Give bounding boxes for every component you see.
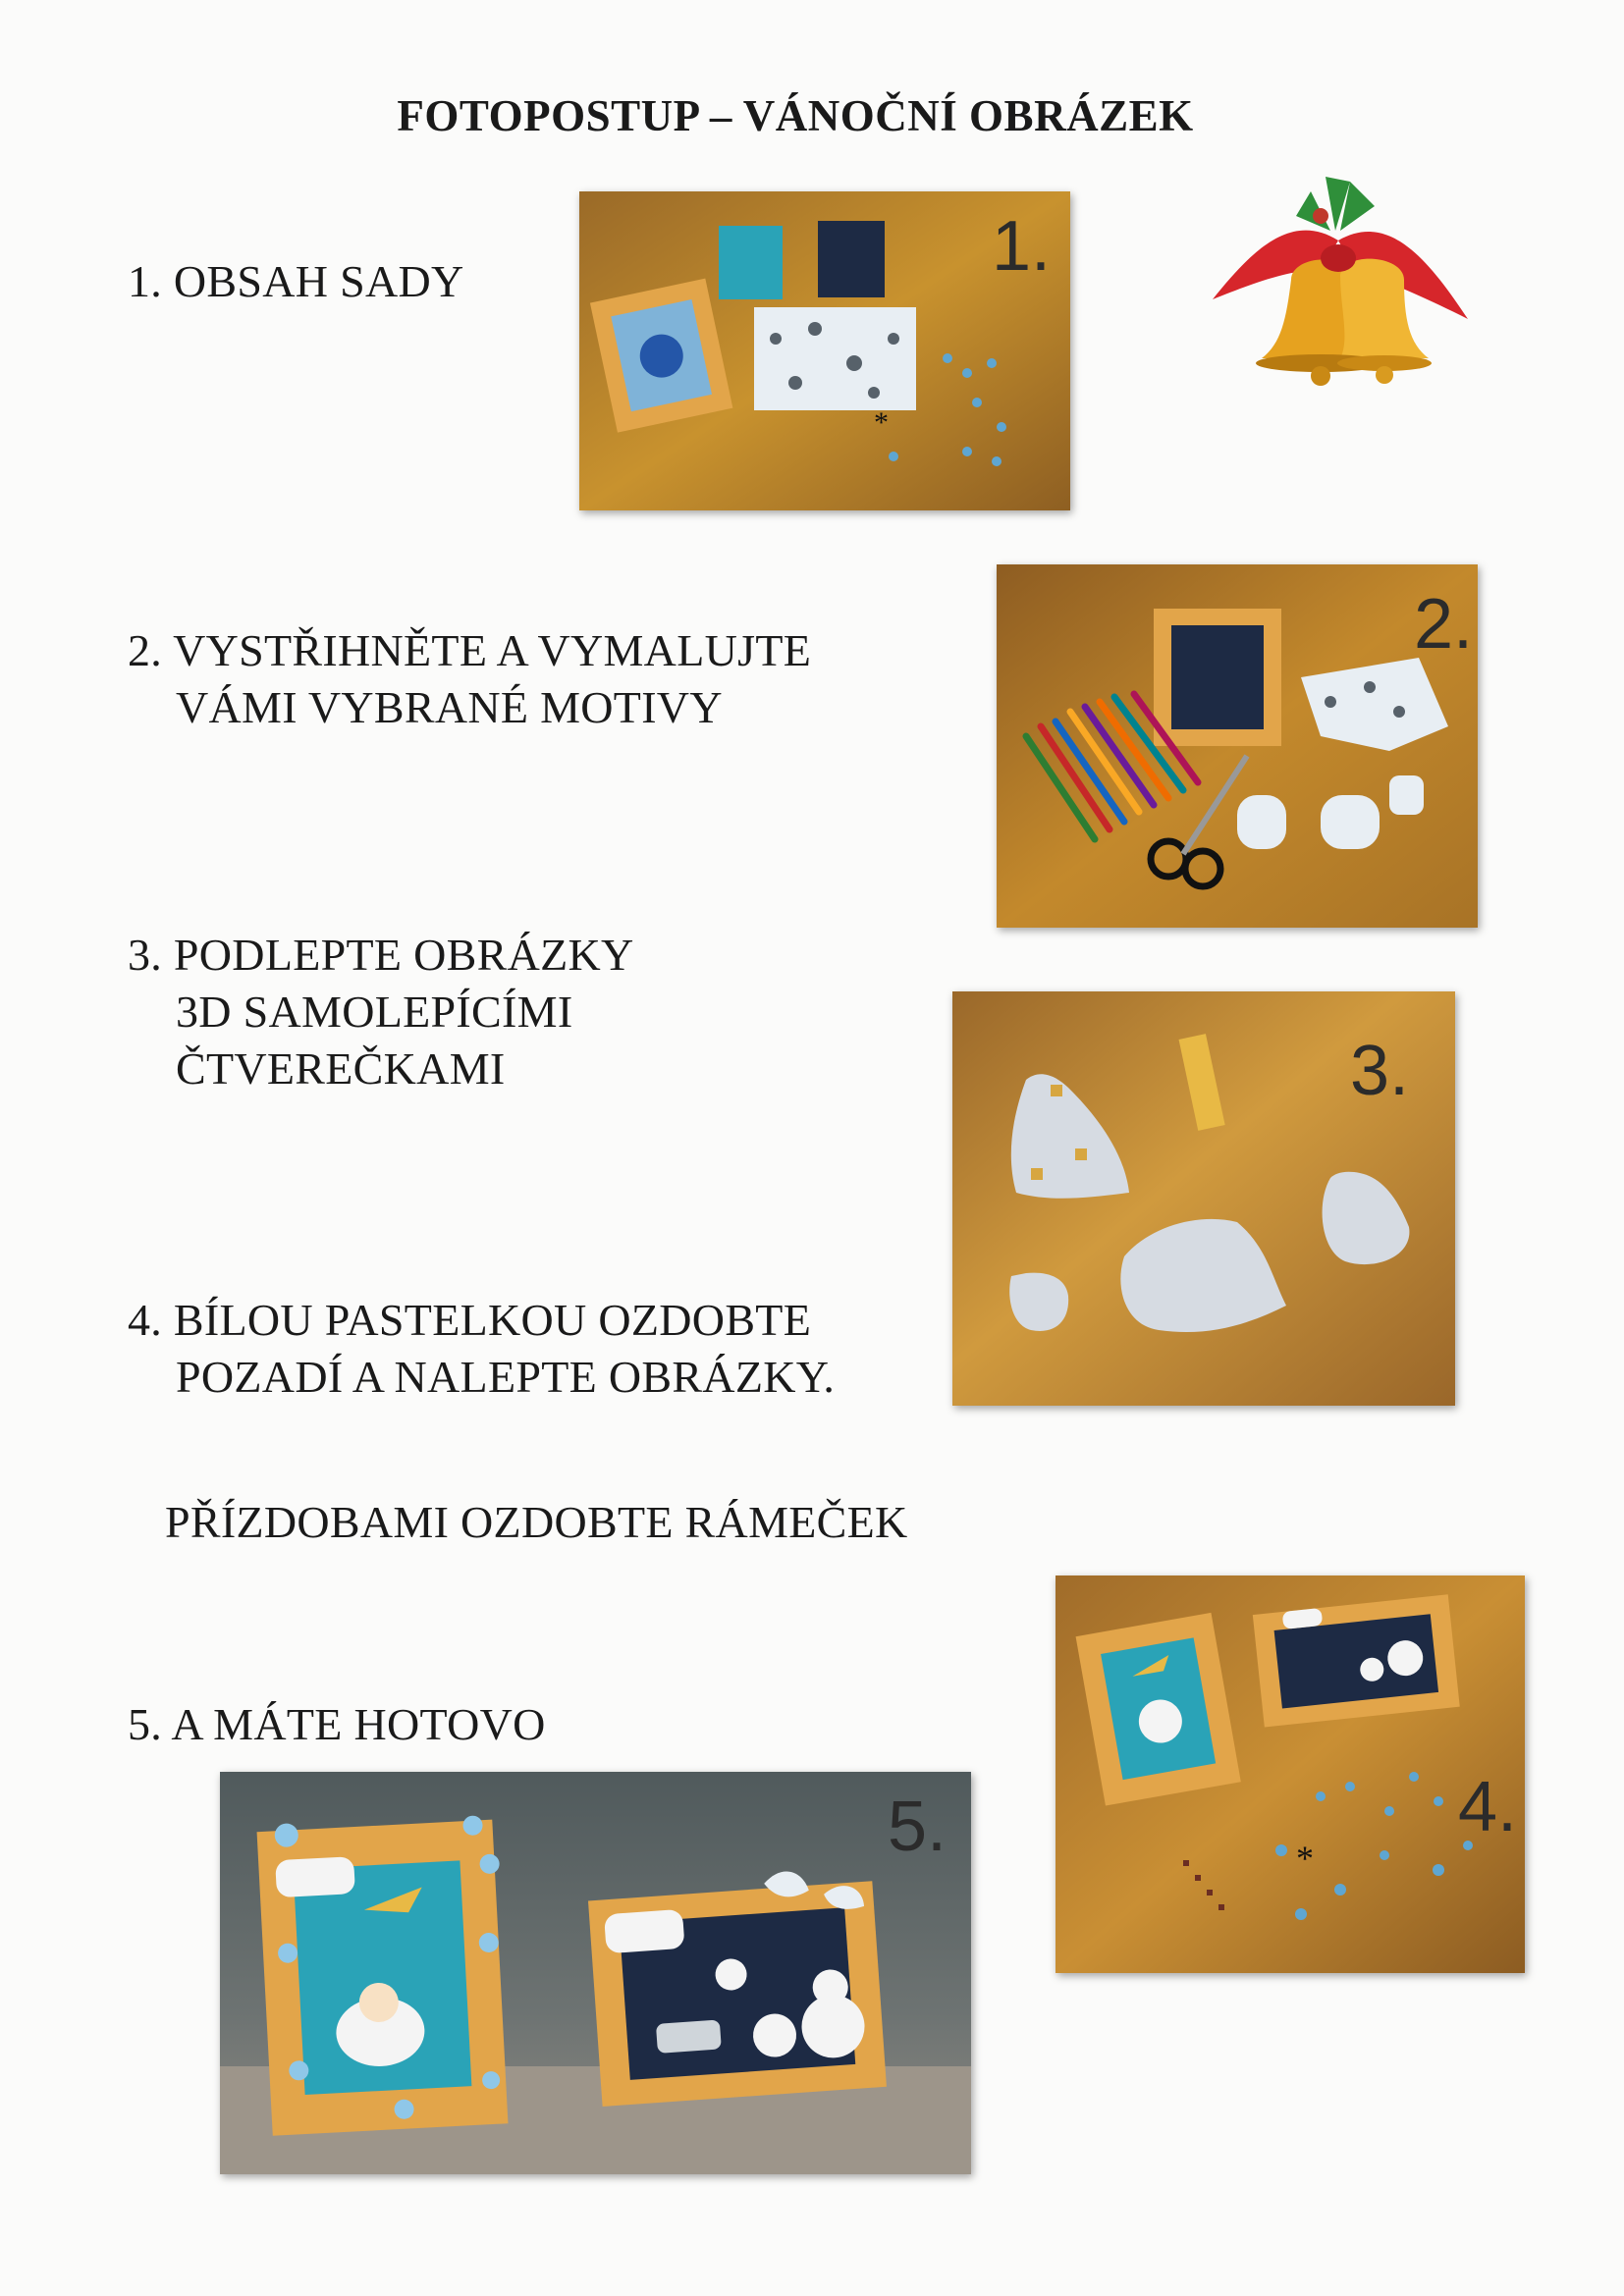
- svg-text:*: *: [874, 406, 889, 439]
- photo-4-label: 4.: [1458, 1768, 1518, 1846]
- step-5-text: [128, 1696, 546, 1753]
- photo-step-3: [952, 991, 1455, 1406]
- step-3-line-3: ČTVEREČKAMI: [176, 1043, 506, 1094]
- photo-step-1: [579, 191, 1070, 510]
- christmas-bells-icon: [1203, 172, 1473, 393]
- photo-step-4: [1056, 1575, 1525, 1973]
- step-4b-line-1: PŘÍZDOBAMI OZDOBTE RÁMEČEK: [165, 1497, 908, 1547]
- step-3-line-2: 3D SAMOLEPÍCÍMI: [176, 987, 573, 1037]
- photo-2-label: 2.: [1414, 585, 1474, 664]
- step-5-line-1: 5. A MÁTE HOTOVO: [128, 1699, 546, 1749]
- page-title: FOTOPOSTUP – VÁNOČNÍ OBRÁZEK: [397, 91, 1194, 140]
- step-4-line-1: 4. BÍLOU PASTELKOU OZDOBTE: [128, 1295, 812, 1345]
- step-2-line-1: 2. VYSTŘIHNĚTE A VYMALUJTE: [128, 625, 812, 675]
- step-1-text: [128, 253, 464, 310]
- step-1-line-1: 1. OBSAH SADY: [128, 256, 464, 306]
- photo-step-2: [997, 564, 1478, 928]
- photo-step-5: [220, 1772, 971, 2174]
- step-2-text: [128, 622, 811, 736]
- svg-text:*: *: [1296, 1839, 1314, 1878]
- step-3-line-1: 3. PODLEPTE OBRÁZKY: [128, 930, 634, 980]
- photo-5-label: 5.: [888, 1788, 947, 1866]
- step-4-text: [128, 1292, 835, 1406]
- step-4-line-2: POZADÍ A NALEPTE OBRÁZKY.: [176, 1352, 836, 1402]
- photo-1-label: 1.: [992, 207, 1052, 286]
- step-4b-text: [165, 1494, 908, 1551]
- step-2-line-2: VÁMI VYBRANÉ MOTIVY: [176, 682, 723, 732]
- photo-3-label: 3.: [1350, 1032, 1410, 1110]
- step-3-text: [128, 927, 634, 1097]
